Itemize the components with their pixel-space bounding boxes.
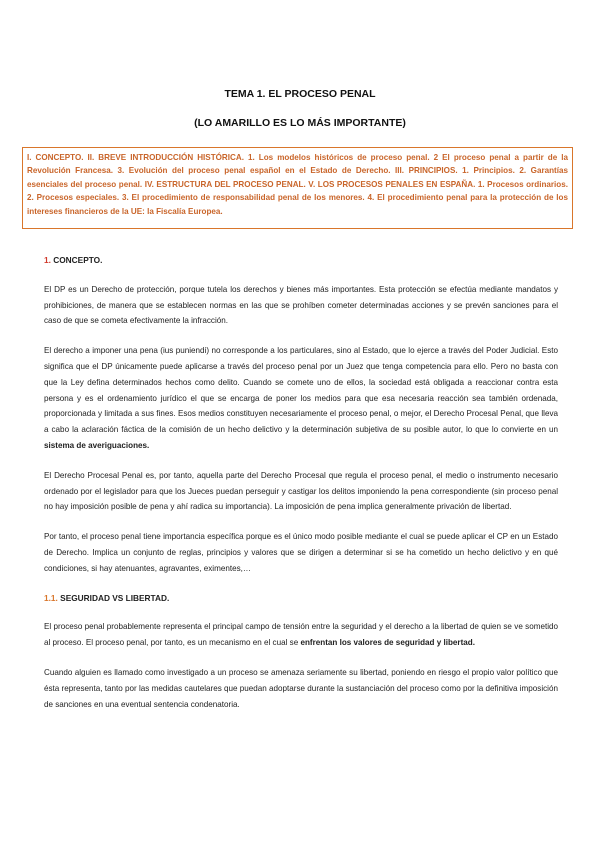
paragraph-2 bbox=[44, 343, 558, 454]
section-number: 1. bbox=[44, 255, 51, 265]
subsection-number: 1.1. bbox=[44, 592, 58, 603]
paragraph-5-bold: enfrentan los valores de seguridad y libertad. bbox=[300, 638, 475, 648]
section-title: CONCEPTO. bbox=[53, 255, 103, 265]
paragraph-4: Por tanto, el proceso penal tiene importancia específica porque es el único modo posible mediante el cual se puede aplicar el CP en un Estado de Derecho. Implica un conjunto de reglas, principios y valores que se dirigen a determinar si se ha cometido un hecho delictivo y en qué condiciones, si hay atenuantes, agravantes, eximentes,… bbox=[44, 532, 558, 573]
document-subtitle: (LO AMARILLO ES LO MÁS IMPORTANTE) bbox=[194, 117, 406, 129]
document-title: TEMA 1. EL PROCESO PENAL bbox=[224, 88, 376, 100]
paragraph-3: El Derecho Procesal Penal es, por tanto, aquella parte del Derecho Procesal que regula el proceso penal, el medio o instrumento necesario ordenado por el legislador para que los Jueces puedan perseguir y castigar los delitos imponiendo la pena correspondiente (sin proceso penal no hay imposición posible de pena y ahí radica su importancia). La imposición de pena implica generalmente privación de libertad. bbox=[44, 470, 558, 512]
paragraph-5 bbox=[44, 619, 558, 651]
paragraph-2-text: El derecho a imponer una pena (ius puniendi) no corresponde a los particulares, sino al Estado, que lo ejerce a través del Poder Judicial. Esto significa que el DP únicamente puede aplicarse a través del proceso penal por un Juez que tenga competencia para ello. Pero no basta con que la Ley defina determinados hechos como delito. Cuando se comete uno de ellos, la sociedad está obligada a reaccionar contra esta persona y es el ordenamiento jurídico el que se encarga de poner los medios para que esa necesaria reacción sea también ordenada, proporcionada y limitada a sus fines. Esos medios constituyen necesariamente el proceso penal, o mejor, el Derecho Procesal Penal, que lleva a cabo la aclaración fáctica de la comisión de un hecho delictivo y la determinación subjetiva de su posible autor, lo que lo convierte en un bbox=[44, 346, 558, 435]
paragraph-5-text: El proceso penal probablemente representa el principal campo de tensión entre la seguridad y el derecho a la libertad de quien se ve sometido al proceso. El proceso penal, por tanto, es un mecanismo en el cual se bbox=[44, 622, 558, 648]
paragraph-6: Cuando alguien es llamado como investigado a un proceso se amenaza seriamente su libertad, poniendo en riesgo el propio valor político que ésta representa, tanto por las medidas cautelares que puedan adoptarse durante la sustanciación del proceso como por la definitiva imposición de sanciones en una eventual sentencia condenatoria. bbox=[44, 667, 558, 709]
paragraph-2-bold: sistema de averiguaciones. bbox=[44, 440, 150, 450]
document-body bbox=[44, 253, 558, 726]
section-heading-1 bbox=[44, 253, 558, 269]
section-heading-1-1 bbox=[44, 591, 558, 607]
table-of-contents: I. CONCEPTO. II. BREVE INTRODUCCIÓN HISTÓRICA. 1. Los modelos históricos de proceso penal. 2 El proceso penal a partir de la Revolución Francesa. 3. Evolución del proceso penal español en el Estado de Derecho. III. PRINCIPIOS. 1. Principios. 2. Garantías esenciales del proceso penal. IV. ESTRUCTURA DEL PROCESO PENAL. V. LOS PROCESOS PENALES EN ESPAÑA. 1. Procesos ordinarios. 2. Procesos especiales. 3. El procedimiento de responsabilidad penal de los menores. 4. El procedimiento penal para la protección de los intereses financieros de la UE: la Fiscalía Europea. bbox=[22, 147, 573, 229]
subsection-title: SEGURIDAD VS LIBERTAD. bbox=[60, 592, 170, 603]
paragraph-1: El DP es un Derecho de protección, porque tutela los derechos y bienes más importantes. Esta protección se efectúa mediante mandatos y prohibiciones, de manera que se establecen normas en las que se prohíben cometer determinadas acciones y se prevén sanciones para el caso de que se cometa efectivamente la infracción. bbox=[44, 284, 558, 326]
